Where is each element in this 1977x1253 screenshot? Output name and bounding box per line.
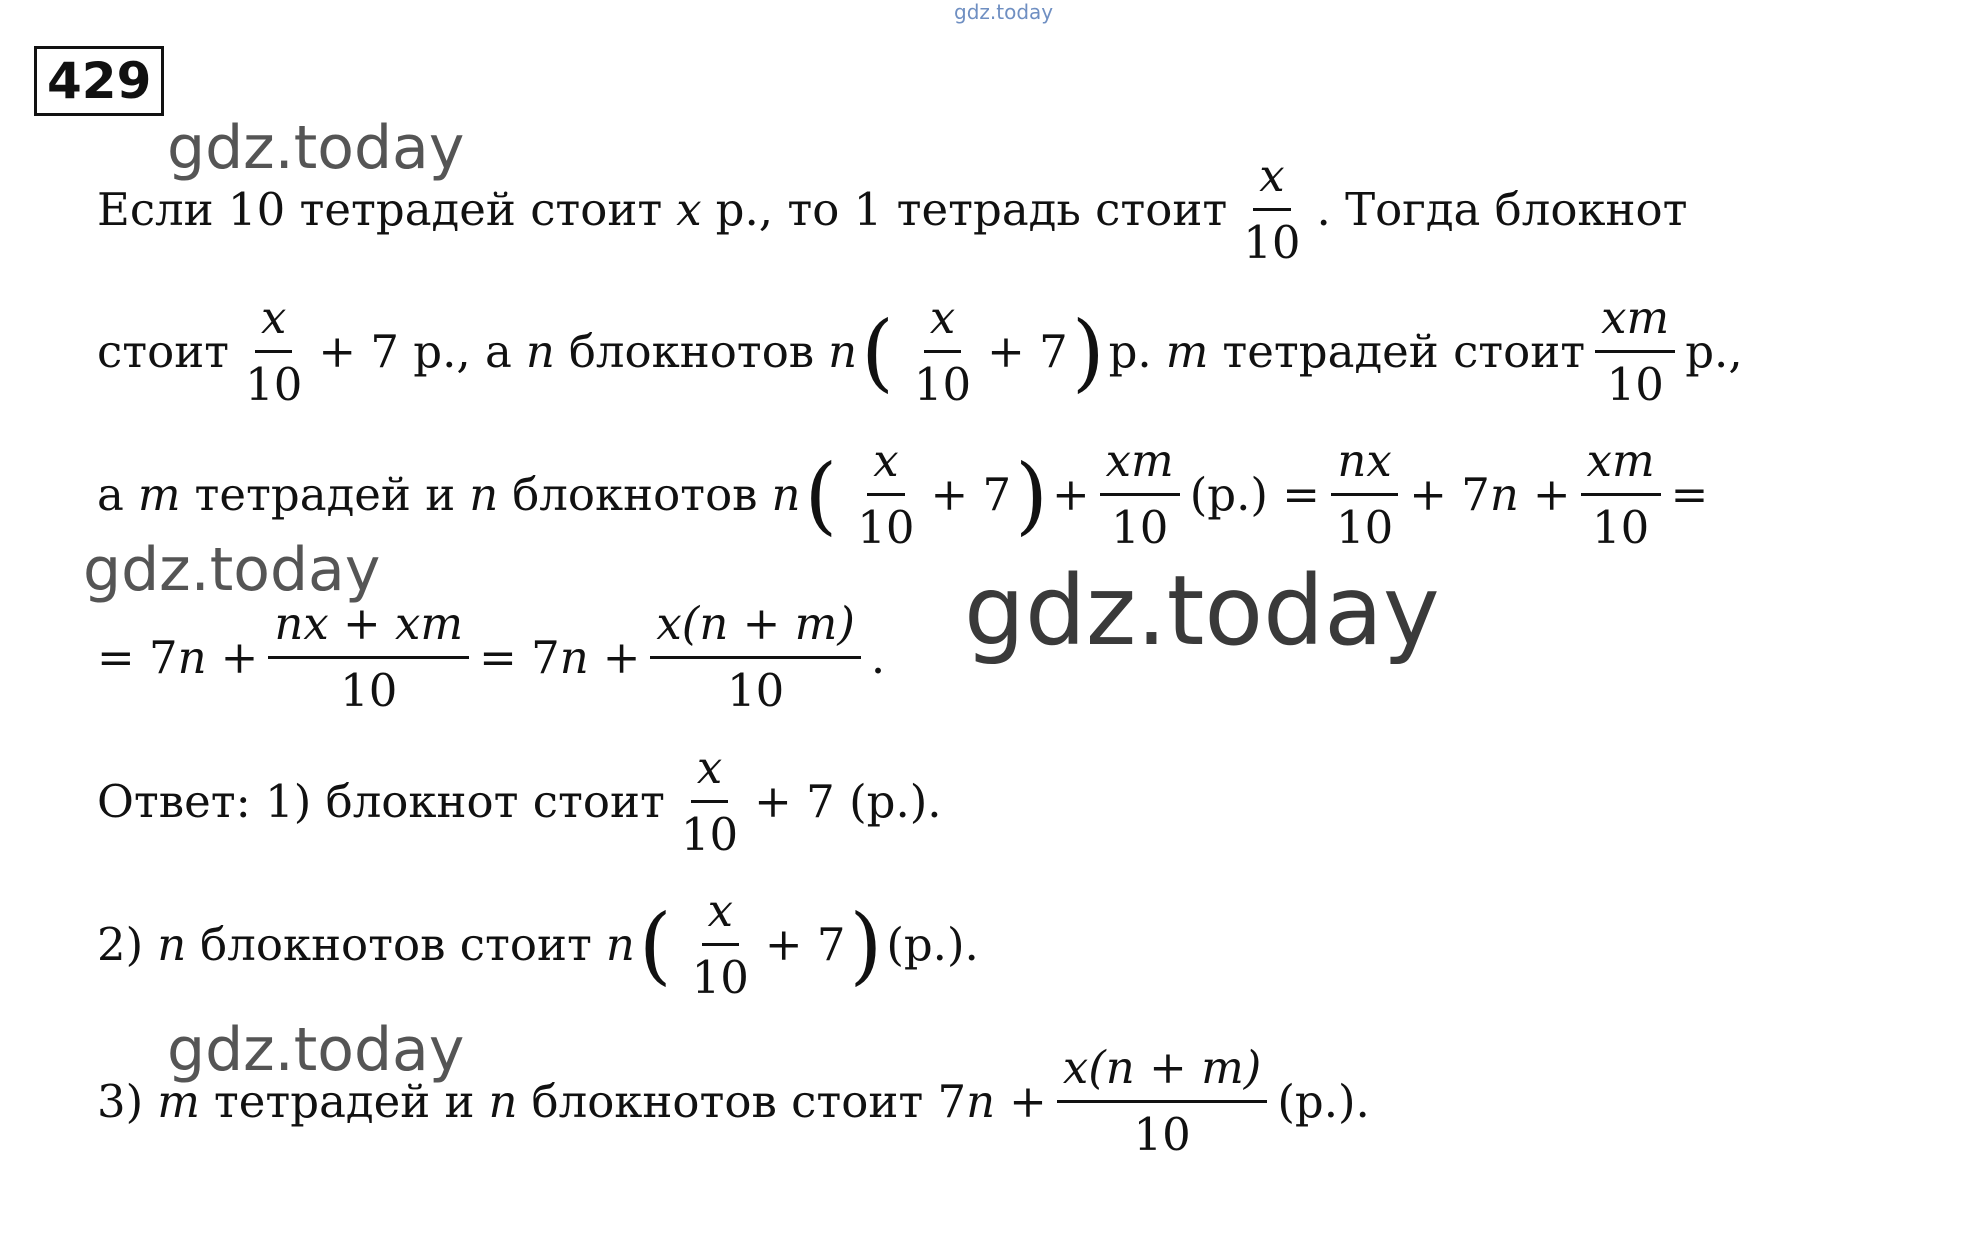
denominator: 10 <box>1111 501 1169 555</box>
watermark: gdz.today <box>167 1015 465 1085</box>
text: (р.). <box>886 918 979 972</box>
problem-number: 429 <box>34 46 164 116</box>
text: + 7 <box>1409 468 1490 522</box>
denominator: 10 <box>1133 1108 1191 1162</box>
denominator: 10 <box>680 808 739 862</box>
watermark: gdz.today <box>167 113 465 183</box>
right-paren: ) <box>1071 302 1105 401</box>
numerator: x <box>255 290 292 353</box>
text: (р.). <box>1277 1075 1370 1129</box>
text: блокнотов <box>512 468 758 522</box>
watermark-large: gdz.today <box>964 555 1440 667</box>
text: + 7 р., а <box>318 325 512 379</box>
text: + <box>1009 1075 1047 1129</box>
solution-line-3 <box>97 433 1708 557</box>
text: 3) <box>97 1075 144 1129</box>
text: = <box>1670 468 1709 522</box>
numerator: x <box>702 883 739 946</box>
fraction <box>239 290 308 414</box>
variable-n: n <box>488 1075 518 1129</box>
numerator: xm <box>1595 290 1675 353</box>
solution-line-4 <box>97 596 885 720</box>
text: р., <box>1685 325 1743 379</box>
text: Если 10 тетрадей стоит <box>97 183 663 237</box>
text: 2) <box>97 918 144 972</box>
text: + 7 <box>764 918 846 972</box>
left-paren: ( <box>638 895 672 994</box>
numerator: xm <box>1581 433 1661 496</box>
text: + 7 <box>930 468 1012 522</box>
text: = 7 <box>479 631 560 685</box>
answer-line-1 <box>97 740 942 864</box>
text: + 7 (р.). <box>754 775 942 829</box>
numerator: x <box>691 740 728 803</box>
denominator: 10 <box>727 664 785 718</box>
fraction <box>1057 1040 1267 1164</box>
fraction <box>1595 290 1675 414</box>
text: блокнотов <box>568 325 815 379</box>
numerator: x <box>924 290 961 353</box>
numerator: nx + xm <box>268 596 469 659</box>
variable-n: n <box>177 631 207 685</box>
fraction <box>1581 433 1661 557</box>
variable-n: n <box>469 468 499 522</box>
fraction <box>675 740 744 864</box>
text: + <box>1532 468 1571 522</box>
numerator: x(n + m) <box>1057 1040 1267 1103</box>
fraction <box>1100 433 1180 557</box>
fraction <box>851 433 920 557</box>
text: + 7 <box>987 325 1068 379</box>
denominator: 10 <box>245 358 303 412</box>
text: Ответ: 1) блокнот стоит <box>97 775 665 829</box>
text: = 7 <box>97 631 178 685</box>
numerator: x <box>1253 148 1290 211</box>
denominator: 10 <box>913 358 972 412</box>
solution-line-2 <box>97 290 1743 414</box>
variable-n: n <box>771 468 801 522</box>
fraction <box>908 290 977 414</box>
text: + <box>1051 468 1090 522</box>
variable-n: n <box>525 325 555 379</box>
text: (р.) = <box>1189 468 1320 522</box>
fraction <box>1330 433 1399 557</box>
numerator: nx <box>1331 433 1397 496</box>
variable-n: n <box>966 1075 996 1129</box>
variable-m: m <box>1165 325 1209 379</box>
fraction <box>268 596 469 720</box>
fraction <box>686 883 755 1007</box>
fraction <box>650 596 860 720</box>
text: р., то 1 тетрадь стоит <box>715 183 1228 237</box>
right-paren: ) <box>1015 445 1048 544</box>
numerator: x <box>867 433 904 496</box>
variable-m: m <box>157 1075 200 1129</box>
text: тетрадей и <box>194 468 456 522</box>
fraction <box>1237 148 1306 272</box>
watermark-top: gdz.today <box>954 0 1054 24</box>
text: + <box>602 631 641 685</box>
answer-line-3 <box>97 1040 1370 1164</box>
numerator: xm <box>1100 433 1180 496</box>
variable-n: n <box>157 918 187 972</box>
variable-x: x <box>676 183 702 237</box>
answer-line-2 <box>97 883 979 1007</box>
variable-n: n <box>605 918 635 972</box>
text: . Тогда блокнот <box>1316 183 1688 237</box>
text: стоит <box>97 325 230 379</box>
text: блокнотов стоит 7 <box>531 1075 967 1129</box>
variable-n: n <box>559 631 589 685</box>
numerator: x(n + m) <box>650 596 860 659</box>
left-paren: ( <box>861 302 894 401</box>
variable-n: n <box>828 325 858 379</box>
left-paren: ( <box>804 445 838 544</box>
text: + <box>220 631 259 685</box>
text: тетрадей стоит <box>1222 325 1586 379</box>
right-paren: ) <box>849 895 883 994</box>
denominator: 10 <box>857 501 915 555</box>
variable-n: n <box>1489 468 1519 522</box>
denominator: 10 <box>691 951 749 1005</box>
variable-m: m <box>137 468 181 522</box>
denominator: 10 <box>1335 501 1394 555</box>
solution-line-1 <box>97 148 1688 272</box>
text: р. <box>1108 325 1152 379</box>
text: тетрадей и <box>213 1075 475 1129</box>
text: блокнотов стоит <box>200 918 592 972</box>
denominator: 10 <box>1606 358 1664 412</box>
denominator: 10 <box>1591 501 1650 555</box>
denominator: 10 <box>340 664 398 718</box>
denominator: 10 <box>1243 216 1301 270</box>
watermark: gdz.today <box>83 535 381 605</box>
text: . <box>870 631 886 685</box>
text: а <box>97 468 124 522</box>
